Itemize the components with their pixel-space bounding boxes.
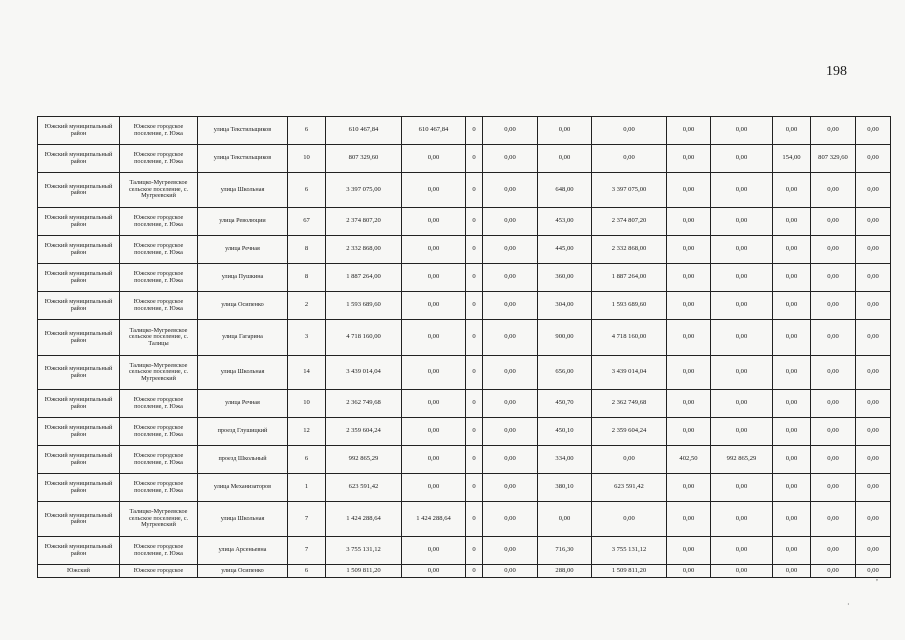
cell-c9: 0,00 bbox=[773, 446, 811, 474]
cell-c10: 0,00 bbox=[811, 474, 856, 502]
cell-c8: 0,00 bbox=[711, 390, 773, 418]
table-row bbox=[38, 264, 891, 292]
cell-c8: 0,00 bbox=[711, 292, 773, 320]
cell-c4: 0,00 bbox=[483, 236, 538, 264]
cell-c10: 0,00 bbox=[811, 446, 856, 474]
cell-no: 7 bbox=[288, 537, 326, 565]
cell-district: Южский муниципальный район bbox=[38, 173, 120, 208]
cell-c10: 0,00 bbox=[811, 418, 856, 446]
cell-c5: 304,00 bbox=[538, 292, 592, 320]
cell-c8: 0,00 bbox=[711, 236, 773, 264]
cell-street: улица Осипенко bbox=[198, 292, 288, 320]
cell-c9: 0,00 bbox=[773, 292, 811, 320]
cell-no: 8 bbox=[288, 264, 326, 292]
cell-street: улица Арсеньевна bbox=[198, 537, 288, 565]
cell-c2: 0,00 bbox=[402, 565, 466, 578]
cell-c7: 402,50 bbox=[667, 446, 711, 474]
cell-c5: 380,10 bbox=[538, 474, 592, 502]
cell-c2: 0,00 bbox=[402, 446, 466, 474]
cell-c10: 0,00 bbox=[811, 390, 856, 418]
cell-settlement: Южское городское bbox=[120, 565, 198, 578]
cell-settlement: Южское городское поселение, г. Южа bbox=[120, 537, 198, 565]
cell-c8: 0,00 bbox=[711, 145, 773, 173]
cell-c5: 334,00 bbox=[538, 446, 592, 474]
cell-street: улица Осипенко bbox=[198, 565, 288, 578]
cell-c7: 0,00 bbox=[667, 145, 711, 173]
cell-c7: 0,00 bbox=[667, 236, 711, 264]
cell-settlement: Южское городское поселение, г. Южа bbox=[120, 236, 198, 264]
table-row bbox=[38, 145, 891, 173]
cell-c1: 992 865,29 bbox=[326, 446, 402, 474]
cell-c2: 0,00 bbox=[402, 264, 466, 292]
cell-c3: 0 bbox=[466, 208, 483, 236]
cell-c6: 3 755 131,12 bbox=[592, 537, 667, 565]
cell-c1: 2 359 604,24 bbox=[326, 418, 402, 446]
cell-c9: 0,00 bbox=[773, 173, 811, 208]
cell-c3: 0 bbox=[466, 390, 483, 418]
cell-street: улица Текстильщиков bbox=[198, 117, 288, 145]
cell-c3: 0 bbox=[466, 565, 483, 578]
cell-no: 12 bbox=[288, 418, 326, 446]
cell-c6: 0,00 bbox=[592, 446, 667, 474]
cell-settlement: Талицко-Мугреевское сельское поселение, с. Талицы bbox=[120, 320, 198, 356]
cell-c5: 648,00 bbox=[538, 173, 592, 208]
cell-street: улица Школьная bbox=[198, 356, 288, 390]
cell-c1: 3 755 131,12 bbox=[326, 537, 402, 565]
cell-district: Южский муниципальный район bbox=[38, 320, 120, 356]
cell-c10: 807 329,60 bbox=[811, 145, 856, 173]
cell-c3: 0 bbox=[466, 418, 483, 446]
table-row bbox=[38, 390, 891, 418]
cell-settlement: Южское городское поселение, г. Южа bbox=[120, 390, 198, 418]
table-row bbox=[38, 173, 891, 208]
cell-c11: 0,00 bbox=[856, 502, 891, 537]
cell-c11: 0,00 bbox=[856, 474, 891, 502]
cell-c8: 0,00 bbox=[711, 264, 773, 292]
cell-street: улица Гагарина bbox=[198, 320, 288, 356]
cell-no: 2 bbox=[288, 292, 326, 320]
cell-street: проезд Школьный bbox=[198, 446, 288, 474]
cell-district: Южский муниципальный район bbox=[38, 390, 120, 418]
cell-c5: 656,00 bbox=[538, 356, 592, 390]
table-row bbox=[38, 320, 891, 356]
cell-c2: 0,00 bbox=[402, 208, 466, 236]
cell-c5: 450,70 bbox=[538, 390, 592, 418]
cell-c4: 0,00 bbox=[483, 474, 538, 502]
cell-settlement: Талицко-Мугреевское сельское поселение, с. Мугреевский bbox=[120, 502, 198, 537]
cell-c9: 0,00 bbox=[773, 418, 811, 446]
cell-c6: 1 509 811,20 bbox=[592, 565, 667, 578]
cell-c7: 0,00 bbox=[667, 173, 711, 208]
cell-c3: 0 bbox=[466, 264, 483, 292]
cell-street: улица Речная bbox=[198, 236, 288, 264]
cell-district: Южский муниципальный район bbox=[38, 537, 120, 565]
cell-c7: 0,00 bbox=[667, 320, 711, 356]
cell-settlement: Южское городское поселение, г. Южа bbox=[120, 474, 198, 502]
cell-c4: 0,00 bbox=[483, 117, 538, 145]
cell-c6: 1 887 264,00 bbox=[592, 264, 667, 292]
table-row bbox=[38, 565, 891, 578]
cell-c6: 0,00 bbox=[592, 502, 667, 537]
cell-c7: 0,00 bbox=[667, 390, 711, 418]
cell-c1: 623 591,42 bbox=[326, 474, 402, 502]
cell-c7: 0,00 bbox=[667, 502, 711, 537]
cell-c11: 0,00 bbox=[856, 537, 891, 565]
cell-c6: 2 374 807,20 bbox=[592, 208, 667, 236]
cell-c5: 716,30 bbox=[538, 537, 592, 565]
cell-c2: 0,00 bbox=[402, 418, 466, 446]
cell-district: Южский муниципальный район bbox=[38, 446, 120, 474]
cell-street: улица Школьная bbox=[198, 173, 288, 208]
table-row bbox=[38, 502, 891, 537]
cell-c10: 0,00 bbox=[811, 264, 856, 292]
cell-c11: 0,00 bbox=[856, 565, 891, 578]
cell-c8: 0,00 bbox=[711, 320, 773, 356]
cell-no: 10 bbox=[288, 390, 326, 418]
cell-c2: 610 467,84 bbox=[402, 117, 466, 145]
cell-street: проезд Глушицкий bbox=[198, 418, 288, 446]
cell-c4: 0,00 bbox=[483, 292, 538, 320]
page-number: 198 bbox=[826, 64, 847, 79]
table-row bbox=[38, 236, 891, 264]
cell-c4: 0,00 bbox=[483, 208, 538, 236]
cell-c8: 0,00 bbox=[711, 208, 773, 236]
cell-no: 67 bbox=[288, 208, 326, 236]
cell-c5: 288,00 bbox=[538, 565, 592, 578]
cell-c3: 0 bbox=[466, 145, 483, 173]
cell-no: 6 bbox=[288, 173, 326, 208]
cell-c9: 0,00 bbox=[773, 474, 811, 502]
cell-district: Южский муниципальный район bbox=[38, 474, 120, 502]
cell-no: 10 bbox=[288, 145, 326, 173]
cell-c9: 0,00 bbox=[773, 356, 811, 390]
cell-c8: 0,00 bbox=[711, 474, 773, 502]
cell-c2: 0,00 bbox=[402, 474, 466, 502]
cell-c1: 4 718 160,00 bbox=[326, 320, 402, 356]
cell-c11: 0,00 bbox=[856, 446, 891, 474]
cell-settlement: Южское городское поселение, г. Южа bbox=[120, 418, 198, 446]
cell-c11: 0,00 bbox=[856, 117, 891, 145]
cell-c1: 1 509 811,20 bbox=[326, 565, 402, 578]
housing-registry-table bbox=[37, 116, 891, 578]
cell-c11: 0,00 bbox=[856, 208, 891, 236]
cell-c8: 0,00 bbox=[711, 537, 773, 565]
cell-c1: 3 397 075,00 bbox=[326, 173, 402, 208]
cell-c8: 0,00 bbox=[711, 418, 773, 446]
cell-c10: 0,00 bbox=[811, 320, 856, 356]
cell-c9: 0,00 bbox=[773, 264, 811, 292]
cell-c2: 0,00 bbox=[402, 537, 466, 565]
cell-district: Южский муниципальный район bbox=[38, 356, 120, 390]
cell-c8: 0,00 bbox=[711, 117, 773, 145]
cell-c7: 0,00 bbox=[667, 537, 711, 565]
cell-c5: 0,00 bbox=[538, 502, 592, 537]
cell-street: улица Текстильщиков bbox=[198, 145, 288, 173]
cell-c6: 623 591,42 bbox=[592, 474, 667, 502]
cell-c10: 0,00 bbox=[811, 537, 856, 565]
cell-c6: 3 397 075,00 bbox=[592, 173, 667, 208]
cell-c9: 154,00 bbox=[773, 145, 811, 173]
cell-c11: 0,00 bbox=[856, 390, 891, 418]
cell-c2: 0,00 bbox=[402, 356, 466, 390]
cell-c2: 0,00 bbox=[402, 292, 466, 320]
cell-c2: 0,00 bbox=[402, 236, 466, 264]
cell-c7: 0,00 bbox=[667, 264, 711, 292]
cell-c3: 0 bbox=[466, 356, 483, 390]
cell-c4: 0,00 bbox=[483, 537, 538, 565]
cell-c10: 0,00 bbox=[811, 117, 856, 145]
cell-no: 6 bbox=[288, 117, 326, 145]
cell-street: улица Речная bbox=[198, 390, 288, 418]
cell-c3: 0 bbox=[466, 320, 483, 356]
cell-c5: 450,10 bbox=[538, 418, 592, 446]
cell-c3: 0 bbox=[466, 117, 483, 145]
table-row bbox=[38, 292, 891, 320]
cell-c7: 0,00 bbox=[667, 292, 711, 320]
cell-c1: 3 439 014,04 bbox=[326, 356, 402, 390]
cell-c8: 0,00 bbox=[711, 173, 773, 208]
cell-no: 3 bbox=[288, 320, 326, 356]
cell-c5: 0,00 bbox=[538, 117, 592, 145]
scan-mark: · bbox=[847, 600, 850, 609]
cell-c1: 2 362 749,68 bbox=[326, 390, 402, 418]
cell-c11: 0,00 bbox=[856, 236, 891, 264]
cell-district: Южский муниципальный район bbox=[38, 117, 120, 145]
cell-c10: 0,00 bbox=[811, 173, 856, 208]
cell-c6: 1 593 689,60 bbox=[592, 292, 667, 320]
cell-c5: 453,00 bbox=[538, 208, 592, 236]
cell-c7: 0,00 bbox=[667, 565, 711, 578]
cell-settlement: Южское городское поселение, г. Южа bbox=[120, 264, 198, 292]
cell-c4: 0,00 bbox=[483, 145, 538, 173]
cell-settlement: Южское городское поселение, г. Южа bbox=[120, 292, 198, 320]
cell-c8: 0,00 bbox=[711, 356, 773, 390]
cell-settlement: Южское городское поселение, г. Южа bbox=[120, 208, 198, 236]
cell-c11: 0,00 bbox=[856, 356, 891, 390]
cell-c5: 900,00 bbox=[538, 320, 592, 356]
cell-district: Южский муниципальный район bbox=[38, 418, 120, 446]
cell-c8: 992 865,29 bbox=[711, 446, 773, 474]
cell-district: Южский муниципальный район bbox=[38, 208, 120, 236]
cell-c10: 0,00 bbox=[811, 236, 856, 264]
cell-c9: 0,00 bbox=[773, 117, 811, 145]
cell-c1: 1 424 288,64 bbox=[326, 502, 402, 537]
cell-c3: 0 bbox=[466, 173, 483, 208]
cell-settlement: Южское городское поселение, г. Южа bbox=[120, 117, 198, 145]
cell-c5: 0,00 bbox=[538, 145, 592, 173]
cell-c8: 0,00 bbox=[711, 502, 773, 537]
cell-street: улица Революции bbox=[198, 208, 288, 236]
cell-c11: 0,00 bbox=[856, 320, 891, 356]
cell-c1: 1 887 264,00 bbox=[326, 264, 402, 292]
cell-c4: 0,00 bbox=[483, 446, 538, 474]
cell-no: 14 bbox=[288, 356, 326, 390]
table-row bbox=[38, 537, 891, 565]
cell-c11: 0,00 bbox=[856, 173, 891, 208]
cell-c4: 0,00 bbox=[483, 418, 538, 446]
cell-c4: 0,00 bbox=[483, 173, 538, 208]
cell-c3: 0 bbox=[466, 236, 483, 264]
scan-mark: , bbox=[876, 573, 878, 582]
cell-c11: 0,00 bbox=[856, 418, 891, 446]
cell-c10: 0,00 bbox=[811, 565, 856, 578]
table-row bbox=[38, 208, 891, 236]
cell-c1: 610 467,84 bbox=[326, 117, 402, 145]
cell-c7: 0,00 bbox=[667, 208, 711, 236]
cell-c4: 0,00 bbox=[483, 390, 538, 418]
cell-district: Южский муниципальный район bbox=[38, 145, 120, 173]
cell-c6: 0,00 bbox=[592, 117, 667, 145]
cell-c10: 0,00 bbox=[811, 502, 856, 537]
cell-c2: 0,00 bbox=[402, 320, 466, 356]
cell-c8: 0,00 bbox=[711, 565, 773, 578]
cell-c9: 0,00 bbox=[773, 537, 811, 565]
table-row bbox=[38, 446, 891, 474]
cell-c10: 0,00 bbox=[811, 292, 856, 320]
cell-c9: 0,00 bbox=[773, 502, 811, 537]
table-row bbox=[38, 117, 891, 145]
cell-settlement: Талицко-Мугреевское сельское поселение, с. Мугреевский bbox=[120, 173, 198, 208]
table-row bbox=[38, 418, 891, 446]
cell-c2: 0,00 bbox=[402, 145, 466, 173]
cell-c5: 445,00 bbox=[538, 236, 592, 264]
cell-street: улица Механизаторов bbox=[198, 474, 288, 502]
cell-c11: 0,00 bbox=[856, 264, 891, 292]
cell-c7: 0,00 bbox=[667, 418, 711, 446]
cell-c4: 0,00 bbox=[483, 264, 538, 292]
cell-district: Южский муниципальный район bbox=[38, 292, 120, 320]
cell-street: улица Пушкина bbox=[198, 264, 288, 292]
cell-district: Южский муниципальный район bbox=[38, 264, 120, 292]
cell-c3: 0 bbox=[466, 502, 483, 537]
cell-settlement: Южское городское поселение, г. Южа bbox=[120, 446, 198, 474]
cell-c1: 2 332 868,00 bbox=[326, 236, 402, 264]
cell-no: 6 bbox=[288, 565, 326, 578]
cell-no: 7 bbox=[288, 502, 326, 537]
cell-district: Южский муниципальный район bbox=[38, 236, 120, 264]
cell-settlement: Талицко-Мугреевское сельское поселение, с. Мугреевский bbox=[120, 356, 198, 390]
cell-c1: 2 374 807,20 bbox=[326, 208, 402, 236]
cell-c9: 0,00 bbox=[773, 208, 811, 236]
cell-c3: 0 bbox=[466, 446, 483, 474]
cell-c6: 0,00 bbox=[592, 145, 667, 173]
cell-c6: 2 359 604,24 bbox=[592, 418, 667, 446]
cell-district: Южский bbox=[38, 565, 120, 578]
cell-c9: 0,00 bbox=[773, 565, 811, 578]
cell-c7: 0,00 bbox=[667, 356, 711, 390]
cell-c3: 0 bbox=[466, 474, 483, 502]
cell-c7: 0,00 bbox=[667, 474, 711, 502]
cell-c6: 3 439 014,04 bbox=[592, 356, 667, 390]
cell-c10: 0,00 bbox=[811, 356, 856, 390]
table-row bbox=[38, 356, 891, 390]
cell-settlement: Южское городское поселение, г. Южа bbox=[120, 145, 198, 173]
cell-c6: 2 362 749,68 bbox=[592, 390, 667, 418]
cell-c6: 4 718 160,00 bbox=[592, 320, 667, 356]
cell-c2: 1 424 288,64 bbox=[402, 502, 466, 537]
cell-c9: 0,00 bbox=[773, 320, 811, 356]
cell-c11: 0,00 bbox=[856, 145, 891, 173]
cell-c4: 0,00 bbox=[483, 565, 538, 578]
table-row bbox=[38, 474, 891, 502]
cell-no: 8 bbox=[288, 236, 326, 264]
cell-c9: 0,00 bbox=[773, 236, 811, 264]
cell-c2: 0,00 bbox=[402, 173, 466, 208]
cell-c4: 0,00 bbox=[483, 356, 538, 390]
cell-no: 1 bbox=[288, 474, 326, 502]
cell-c3: 0 bbox=[466, 537, 483, 565]
cell-c10: 0,00 bbox=[811, 208, 856, 236]
cell-c1: 807 329,60 bbox=[326, 145, 402, 173]
cell-street: улица Школьная bbox=[198, 502, 288, 537]
cell-c4: 0,00 bbox=[483, 320, 538, 356]
cell-c3: 0 bbox=[466, 292, 483, 320]
cell-c11: 0,00 bbox=[856, 292, 891, 320]
cell-c1: 1 593 689,60 bbox=[326, 292, 402, 320]
cell-c7: 0,00 bbox=[667, 117, 711, 145]
cell-c4: 0,00 bbox=[483, 502, 538, 537]
cell-c2: 0,00 bbox=[402, 390, 466, 418]
cell-district: Южский муниципальный район bbox=[38, 502, 120, 537]
cell-c5: 360,00 bbox=[538, 264, 592, 292]
cell-c6: 2 332 868,00 bbox=[592, 236, 667, 264]
cell-no: 6 bbox=[288, 446, 326, 474]
cell-c9: 0,00 bbox=[773, 390, 811, 418]
